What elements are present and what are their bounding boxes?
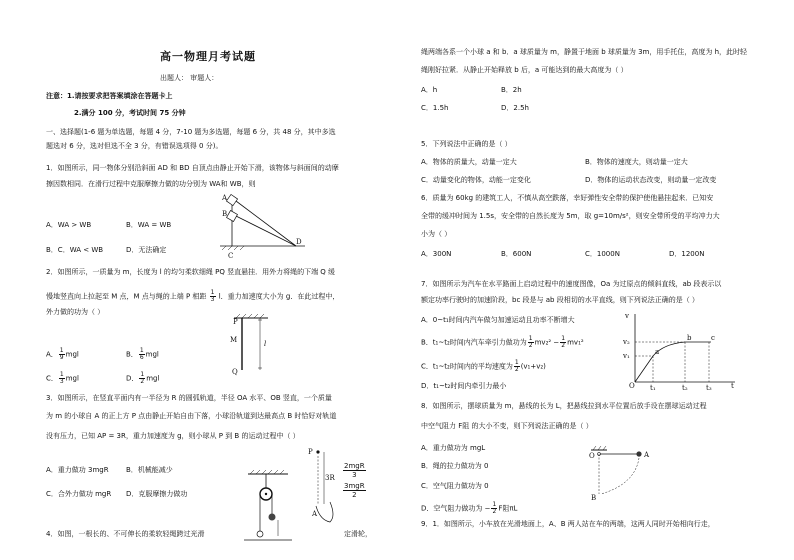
q4-option-b: B．2h xyxy=(501,86,522,94)
q8-stem: 8．如图所示，摆球质量为 m，悬线的长为 L，把悬线拉到水平位置后放手设在摆球运动过程 xyxy=(421,402,707,410)
q8-label-b: B xyxy=(591,494,597,502)
q4-option-c: C．1.5h xyxy=(421,104,449,112)
q4-stem-cont-2: 绳刚好拉紧．从静止开始释放 b 后，a 可能达到的最大高度为（ ） xyxy=(421,66,628,74)
q1-option-a: A．WA > WB xyxy=(46,221,92,229)
authors-line: 出题人： 审题人： xyxy=(160,74,219,82)
q2-option-c: C． $\frac{1}{3}$ mgl xyxy=(46,371,79,385)
q5-stem: 5．下列说法中正确的是（ ） xyxy=(421,140,512,148)
q6-option-a: A．300N xyxy=(421,250,452,258)
q1-label-c: C xyxy=(228,252,234,260)
q2-fraction xyxy=(210,290,216,303)
q6-option-c: C．1000N xyxy=(585,250,620,258)
q7-label-t: t xyxy=(731,382,734,390)
section-1-intro: 一、选择题(1-6 题为单选题，每题 4 分，7-10 题为多选题，每题 6 分，共 48 分，其中多选 xyxy=(46,128,336,136)
q6-stem-end: 小为（ ） xyxy=(421,230,452,238)
q7-label-b: b xyxy=(687,334,692,342)
q7-option-b: B．t₁~t₂时间内汽车牵引力做功为 $\frac{1}{2}$ mv₂² − $\frac{1}{2}$ mv₁² xyxy=(421,335,584,349)
q7-label-v: v xyxy=(625,312,629,320)
q3-option-b: B．机械能减少 xyxy=(126,466,173,474)
q3-stem: 3．如图所示，在竖直平面内有一半径为 R 的圆弧轨道，半径 OA 水平、OB 竖直，一个质量 xyxy=(46,394,332,402)
q4-stem-cont: 绳两端各系一个小球 a 和 b．a 球质量为 m，静置于地面 b 球质量为 3m，用手托住，高度为 h，此时轻 xyxy=(421,48,748,56)
q8-option-b: B．绳的拉力做功为 0 xyxy=(421,462,489,470)
q2-label-p: P xyxy=(233,318,238,326)
notice-2: 2.满分 100 分，考试时间 75 分钟 xyxy=(74,109,186,117)
right-column xyxy=(397,0,794,560)
q6-stem-cont: 全带的缓冲时间为 1.5s，安全带的自然长度为 5m，取 g=10m/s²，则安全带所受的平均冲力大 xyxy=(421,212,720,220)
q2-fraction-num: 1 xyxy=(210,289,215,296)
q3-label-p: P xyxy=(308,448,313,456)
q5-option-a: A．物体的质量大，动量一定大 xyxy=(421,158,517,166)
q2-rope-figure xyxy=(228,312,278,378)
q7-stem: 7．如图所示为汽车在水平路面上启动过程中的速度图像，Oa 为过原点的倾斜直线，ab 段表示以 xyxy=(421,280,722,288)
q5-option-b: B．物体的速度大，则动量一定大 xyxy=(585,158,688,166)
q2-fraction-den: 3 xyxy=(210,296,215,303)
q4-stem: 4．如图，一根长的、不可伸长的柔软轻绳跨过光滑 xyxy=(46,530,205,538)
q8-label-o: O xyxy=(589,452,595,460)
q3-label-3r: 3R xyxy=(325,474,335,482)
exam-title: 高一物理月考试题 xyxy=(160,50,256,63)
q5-option-c: C．动量变化的物体，动能一定变化 xyxy=(421,176,531,184)
q8-label-a: A xyxy=(644,451,650,459)
q7-velocity-figure xyxy=(619,310,739,390)
q8-stem-cont: 中空气阻力 F阻 的大小不变，则下列说法正确的是（ ） xyxy=(421,422,593,430)
q4-pulley-figure xyxy=(238,470,298,550)
q9-stem: 9．1．如图所示，小车放在光滑地面上，A、B 两人站在车的两端，这两人同时开始相向行走， xyxy=(421,520,715,528)
q4-option-a: A．h xyxy=(421,86,438,94)
q1-label-d: D xyxy=(296,238,302,246)
q3-option-a: A．重力做功 3mgR xyxy=(46,466,109,474)
q2-option-d: D． $\frac{1}{2}$ mgl xyxy=(126,371,160,385)
q8-option-a: A．重力做功为 mgL xyxy=(421,444,486,452)
q8-pendulum-figure xyxy=(587,444,667,504)
q7-label-t2: t₂ xyxy=(682,384,688,390)
q6-option-d: D．1200N xyxy=(669,250,705,258)
q7-stem-cont: 额定功率行驶时的加速阶段，bc 段是与 ab 段相切的水平直线，则下列说法正确的是（ ） xyxy=(421,296,699,304)
q1-label-a: A xyxy=(222,194,228,202)
q7-label-a: a xyxy=(655,348,660,356)
q7-label-t1: t₁ xyxy=(650,384,656,390)
q4-stem-end: 定滑轮， xyxy=(344,530,372,538)
q2-label-l: l xyxy=(264,340,267,348)
q8-option-d: D．空气阻力做功为 − $\frac{1}{2}$ F阻πL xyxy=(421,501,518,515)
q1-label-b: B xyxy=(222,210,228,218)
q1-incline-figure xyxy=(210,192,310,260)
q2-stem: 2．如图所示，一质量为 m，长度为 l 的均匀柔软细绳 PQ 竖直悬挂．用外力将绳的下端 Q 缓 xyxy=(46,268,336,276)
q3-label-a: A xyxy=(312,510,318,518)
q8-option-c: C．空气阻力做功为 0 xyxy=(421,482,489,490)
q2-stem-part-1: 慢地竖直向上拉起至 M 点，M 点与绳的上端 P 相距 xyxy=(46,292,207,301)
q7-label-v1: v₁ xyxy=(623,352,630,360)
q7-option-a: A．0~t₁时间内汽车做匀加速运动且功率不断增大 xyxy=(421,316,575,324)
notice-1: 注意：1.请按要求把答案填涂在答题卡上 xyxy=(46,92,173,100)
q2-label-m: M xyxy=(230,336,238,344)
q3-stem-end: 没有压力，已知 AP = 3R，重力加速度为 g，则小球从 P 到 B 的运动过程中（ ） xyxy=(46,432,300,440)
q6-option-b: B．600N xyxy=(501,250,532,258)
q7-label-c: c xyxy=(711,334,715,342)
q3-stem-cont: 为 m 的小球自 A 的正上方 P 点由静止开始自由下落，小球沿轨道到达最高点 B 时恰好对轨道 xyxy=(46,412,337,420)
q3-fraction-1: $\frac{\text{2mgR}}{3}$ xyxy=(344,462,365,479)
q7-option-d: D．t₁~t₂时间内牵引力最小 xyxy=(421,382,507,390)
q3-option-d: D．克服摩擦力做功 xyxy=(126,490,188,498)
q2-stem-part-2: l．重力加速度大小为 g．在此过程中， xyxy=(218,292,340,301)
q1-option-c: B．C．WA < WB xyxy=(46,246,104,254)
q1-stem-cont: 擦因数相同．在滑行过程中克服摩擦力做的功分别为 WA和 WB，则 xyxy=(46,180,256,188)
q1-stem: 1．如图所示，同一物体分别沿斜面 AD 和 BD 自顶点由静止开始下滑，该物体与斜面间的动摩 xyxy=(46,164,339,172)
q2-option-b: B． $\frac{1}{6}$ mgl xyxy=(126,347,159,361)
q3-fraction-2: $\frac{\text{3mgR}}{2}$ xyxy=(344,482,365,499)
q3-track-figure xyxy=(300,446,340,526)
q6-stem: 6．质量为 60kg 的建筑工人，不慎从高空跌落，幸好弹性安全带的保护使他悬挂起来．已知安 xyxy=(421,194,714,202)
q4-option-d: D．2.5h xyxy=(501,104,529,112)
q2-stem-end: 外力做的功为（ ） xyxy=(46,308,105,316)
q1-option-d: D．无法确定 xyxy=(126,246,167,254)
q2-label-q: Q xyxy=(232,368,238,376)
section-1-intro-cont: 题选对 6 分，选对但选不全 3 分，有错误选项得 0 分)。 xyxy=(46,142,223,150)
q3-option-c: C．合外力做功 mgR xyxy=(46,490,112,498)
q5-option-d: D．物体的运动状态改变，则动量一定改变 xyxy=(585,176,717,184)
q7-label-t3: t₃ xyxy=(706,384,712,390)
q2-option-a: A． $\frac{1}{9}$ mgl xyxy=(46,347,79,361)
q7-label-v2: v₂ xyxy=(623,338,630,346)
q2-stem-cont xyxy=(46,290,339,303)
q1-option-b: B．WA = WB xyxy=(126,221,172,229)
q7-label-o: O xyxy=(629,382,635,390)
q7-option-c: C．t₁~t₂时间内的平均速度为 $\frac{1}{2}$ (v₁+v₂) xyxy=(421,359,546,373)
